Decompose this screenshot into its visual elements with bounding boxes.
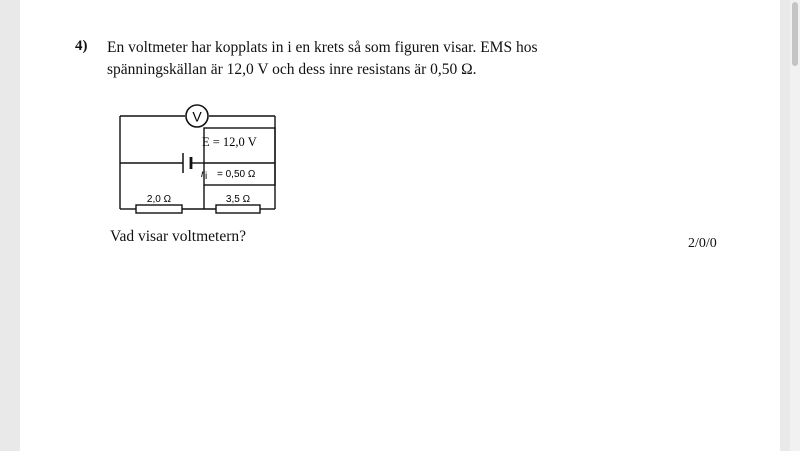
scrollbar-thumb[interactable] xyxy=(792,2,798,66)
internal-resistance-label: = 0,50 Ω xyxy=(217,169,256,180)
question-prompt: Vad visar voltmetern? xyxy=(110,228,247,245)
circuit-diagram xyxy=(112,101,287,221)
statement-line-2: spänningskällan är 12,0 V och dess inre resistans är 0,50 Ω. xyxy=(107,61,477,78)
resistor-right xyxy=(216,205,260,213)
internal-resistance-subscript: i xyxy=(205,171,208,182)
resistor-left xyxy=(136,205,182,213)
voltmeter-symbol: V xyxy=(192,108,202,125)
resistor-left-label: 2,0 Ω xyxy=(146,194,172,205)
internal-resistance-symbol: r xyxy=(201,169,205,180)
resistor-right-label: 3,5 Ω xyxy=(225,194,251,205)
emf-label: E = 12,0 V xyxy=(202,135,257,149)
scrollbar[interactable] xyxy=(790,0,800,451)
question-number: 4) xyxy=(75,38,88,54)
points-indicator: 2/0/0 xyxy=(688,236,717,251)
statement-line-1: En voltmeter har kopplats in i en krets så som figuren visar. EMS hos xyxy=(107,39,538,56)
question-statement xyxy=(107,37,567,81)
